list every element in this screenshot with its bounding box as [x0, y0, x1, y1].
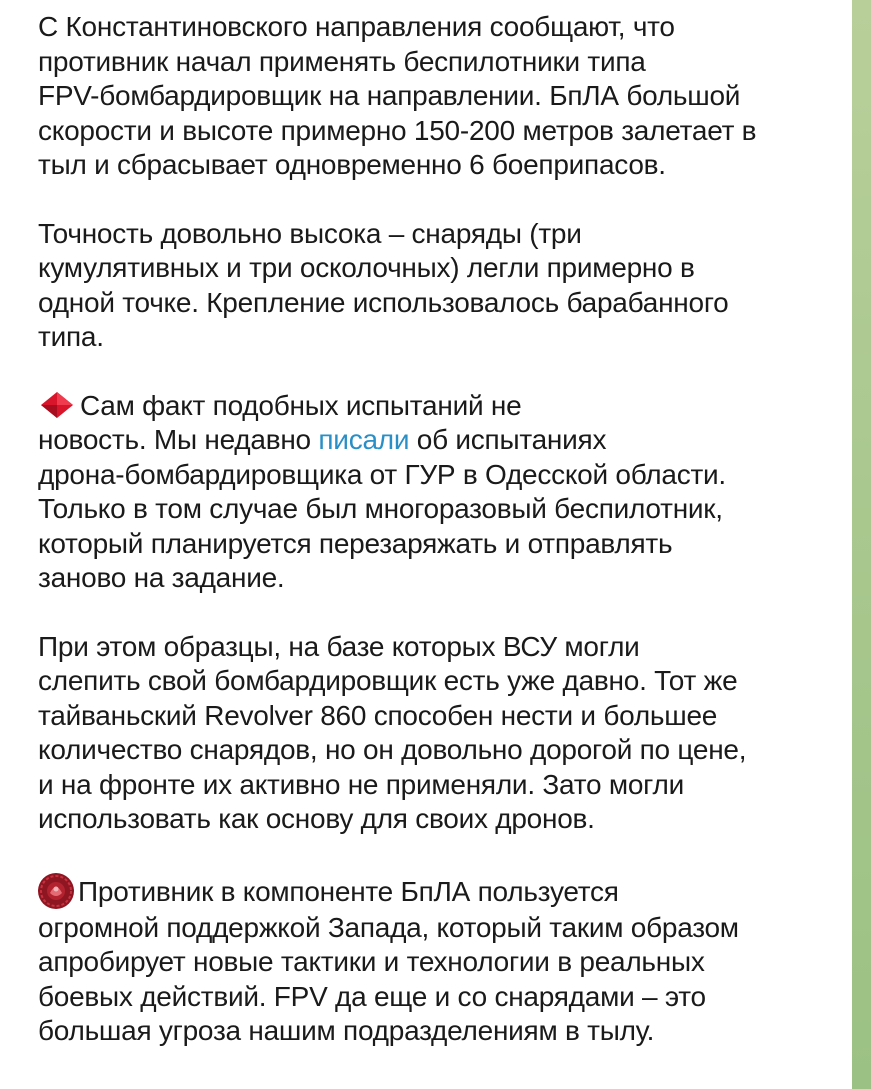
text-line: скорости и высоте примерно 150-200 метров залетает в — [38, 114, 757, 146]
text-line: использовать как основу для своих дронов. — [38, 803, 595, 834]
paragraph-2 — [38, 217, 838, 355]
text-line: большая угроза нашим подразделениям в тылу. — [38, 1015, 655, 1046]
text-line: противник начал применять беспилотники типа — [38, 45, 646, 77]
paragraph-5 — [38, 871, 838, 1049]
text-line: тыл и сбрасывает одновременно 6 боеприпасов. — [38, 149, 666, 180]
text-line: тайваньский Revolver 860 способен нести и большее — [38, 699, 718, 731]
text-line: С Константиновского направления сообщают, что — [38, 11, 675, 42]
text-segment: Сам факт подобных испытаний не — [80, 389, 522, 421]
text-segment: об испытаниях — [409, 424, 607, 455]
text-line: типа. — [38, 321, 104, 352]
text-line: заново на задание. — [38, 562, 285, 593]
paragraph-3 — [38, 389, 838, 596]
red-seal-icon — [34, 871, 78, 911]
paragraph-4 — [38, 630, 838, 837]
text-line: Точность довольно высока – снаряды (три — [38, 217, 582, 249]
red-diamond-icon — [40, 391, 74, 419]
text-line — [38, 389, 838, 424]
text-segment: Противник в компоненте БпЛА пользуется — [78, 875, 619, 907]
text-line — [38, 423, 838, 458]
text-line: При этом образцы, на базе которых ВСУ могли — [38, 630, 640, 662]
text-line: боевых действий. FPV да еще и со снарядами – это — [38, 980, 706, 1012]
inline-link[interactable]: писали — [318, 424, 410, 455]
text-line: огромной поддержкой Запада, который таким образом — [38, 911, 739, 943]
text-line: одной точке. Крепление использовалось барабанного — [38, 286, 729, 318]
text-line: дрона-бомбардировщика от ГУР в Одесской области. — [38, 458, 726, 490]
text-line: Только в том случае был многоразовый беспилотник, — [38, 493, 723, 524]
text-line: который планируется перезаряжать и отправлять — [38, 527, 673, 559]
text-line: FPV-бомбардировщик на направлении. БпЛА большой — [38, 80, 741, 111]
text-line: кумулятивных и три осколочных) легли примерно в — [38, 252, 695, 283]
text-segment: новость. Мы недавно — [38, 424, 319, 455]
paragraph-1 — [38, 10, 838, 183]
text-line — [38, 871, 838, 911]
text-line: апробирует новые тактики и технологии в реальных — [38, 946, 705, 977]
text-line: и на фронте их активно не применяли. Зато могли — [38, 768, 685, 800]
text-line: слепить свой бомбардировщик есть уже давно. Тот же — [38, 665, 738, 696]
text-line: количество снарядов, но он довольно дорогой по цене, — [38, 734, 747, 765]
